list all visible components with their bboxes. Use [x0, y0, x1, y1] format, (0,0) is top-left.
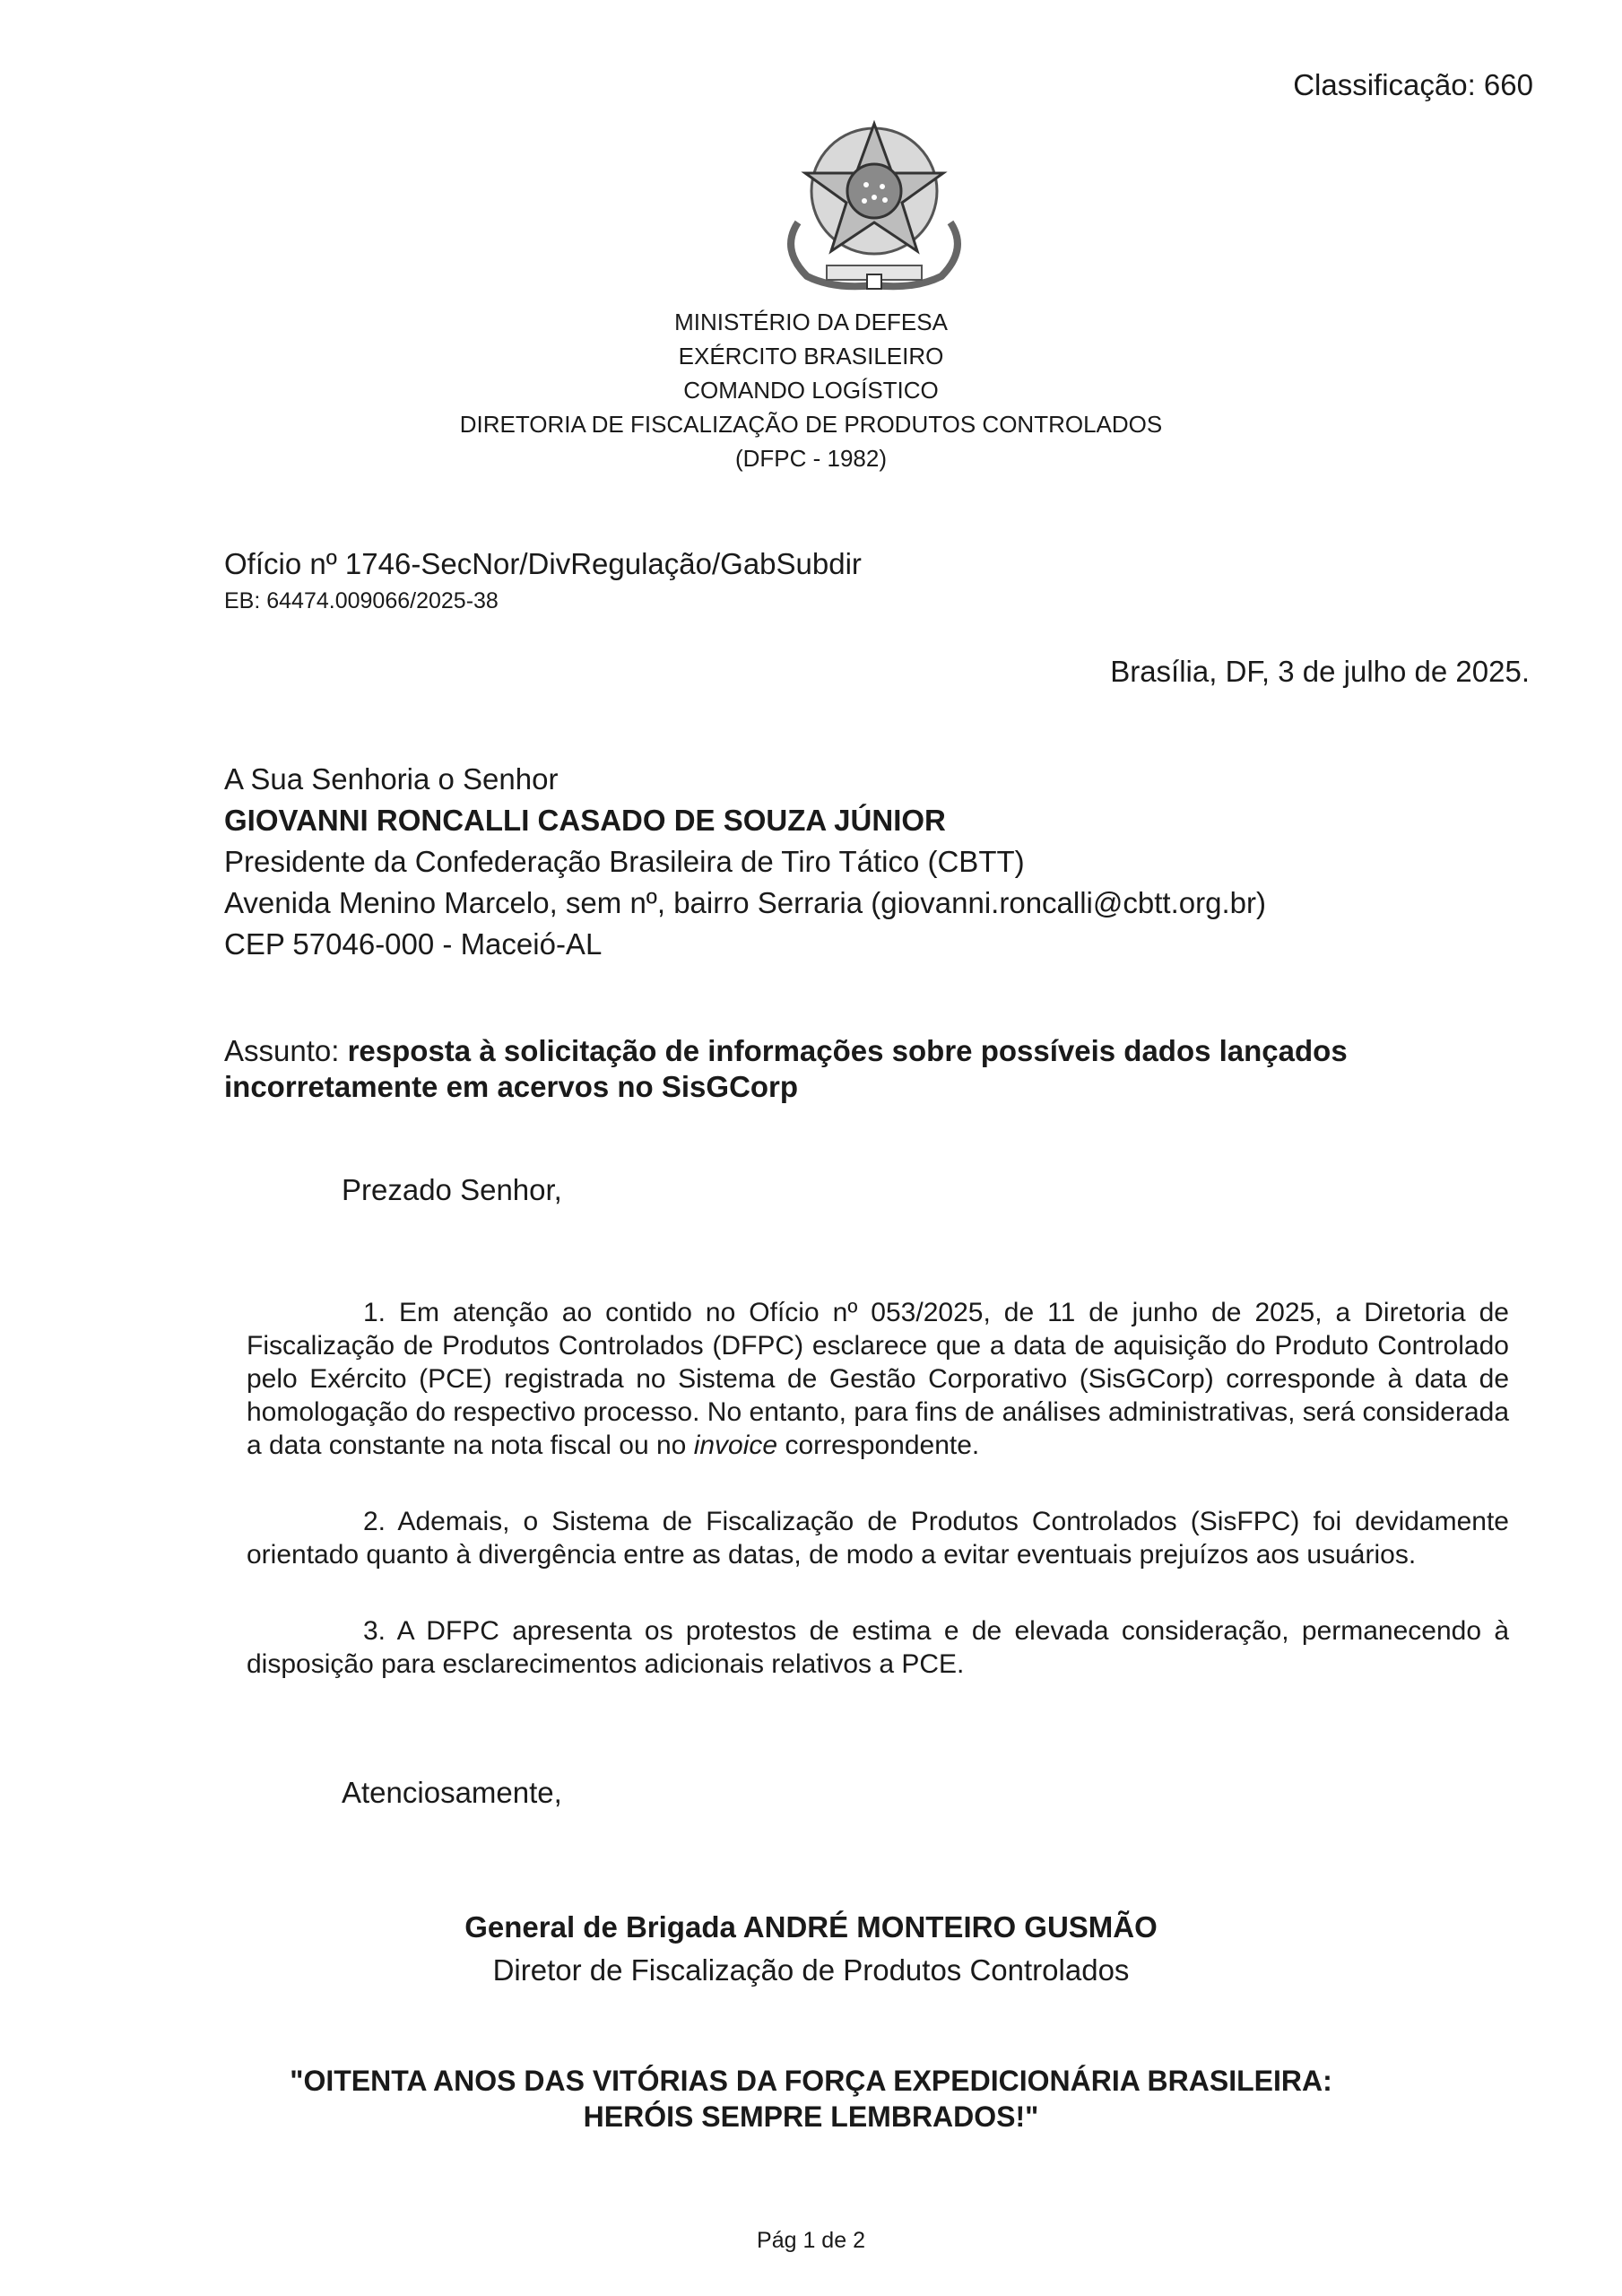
recipient-cep: CEP 57046-000 - Maceió-AL: [224, 927, 603, 961]
subject: [224, 1033, 1533, 1105]
signature-name: [0, 1910, 1622, 1944]
paragraph-3-text: 3. A DFPC apresenta os protestos de estima e de elevada consideração, permanecendo à disposição para esclarecimentos adicionais relativos a PCE.: [247, 1616, 1509, 1679]
recipient-salutation: A Sua Senhoria o Senhor: [224, 762, 559, 796]
motto-line-2: HERÓIS SEMPRE LEMBRADOS!": [583, 2100, 1039, 2133]
classification-label: Classificação: 660: [1293, 68, 1533, 101]
header-army: EXÉRCITO BRASILEIRO: [678, 343, 944, 370]
recipient-address: Avenida Menino Marcelo, sem nº, bairro Serraria (giovanni.roncalli@cbtt.org.br): [224, 886, 1266, 919]
header-year: (DFPC - 1982): [734, 445, 888, 472]
greeting: Prezado Senhor,: [342, 1173, 562, 1206]
paragraph-1-text: 1. Em atenção ao contido no Ofício nº 053/2025, de 11 de junho de 2025, a Diretoria de Fiscalização de Produtos Controlados (DFPC) esclarece que a data de aquisição do Produto Controlado pelo Exército (PCE) registrada no Sistema de Gestão Corporativo (SisGCorp) corresponde à data de homologação do respectivo processo. No entanto, para fins de análises administrativas, será considerada a data constante na nota fiscal ou no: [247, 1298, 1509, 1460]
header-ministry: MINISTÉRIO DA DEFESA: [674, 309, 948, 335]
closing: Atenciosamente,: [342, 1776, 562, 1809]
coat-of-arms-emblem: [771, 115, 977, 294]
page-number: Pág 1 de 2: [757, 2228, 865, 2253]
subject-label: Assunto:: [224, 1034, 340, 1067]
signature-person: ANDRÉ MONTEIRO GUSMÃO: [742, 1910, 1158, 1944]
paragraph-1-end: correspondente.: [785, 1431, 980, 1460]
paragraph-1-italic: invoice: [693, 1431, 778, 1460]
paragraph-3: [247, 1614, 1509, 1681]
header-directorate: DIRETORIA DE FISCALIZAÇÃO DE PRODUTOS CONTROLADOS: [459, 411, 1163, 438]
recipient-name: GIOVANNI RONCALLI CASADO DE SOUZA JÚNIOR: [224, 804, 946, 837]
recipient-title: Presidente da Confederação Brasileira de Tiro Tático (CBTT): [224, 845, 1025, 878]
oficio-number: Ofício nº 1746-SecNor/DivRegulação/GabSubdir: [224, 547, 862, 580]
signature-role: Diretor de Fiscalização de Produtos Controlados: [492, 1953, 1130, 1987]
date-line: Brasília, DF, 3 de julho de 2025.: [1110, 655, 1530, 688]
paragraph-1: [247, 1296, 1509, 1462]
paragraph-2: [247, 1505, 1509, 1571]
eb-number: EB: 64474.009066/2025-38: [224, 588, 499, 613]
signature-rank: General de Brigada: [464, 1910, 736, 1944]
header-command: COMANDO LOGÍSTICO: [683, 377, 939, 404]
motto-line-1: "OITENTA ANOS DAS VITÓRIAS DA FORÇA EXPEDICIONÁRIA BRASILEIRA:: [290, 2065, 1332, 2097]
subject-text: resposta à solicitação de informações sobre possíveis dados lançados incorretamente em acervos no SisGCorp: [224, 1034, 1348, 1103]
paragraph-2-text: 2. Ademais, o Sistema de Fiscalização de Produtos Controlados (SisFPC) foi devidamente orientado quanto à divergência entre as datas, de modo a evitar eventuais prejuízos aos usuários.: [247, 1507, 1509, 1570]
